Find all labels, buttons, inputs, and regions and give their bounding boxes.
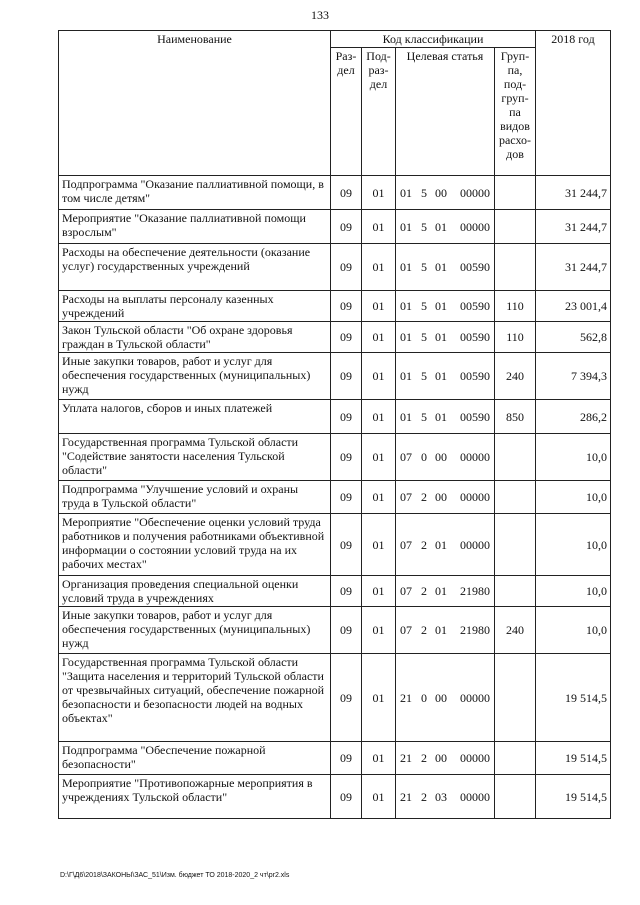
table-row xyxy=(59,210,611,244)
header-name: Наименование xyxy=(59,31,331,176)
row-section: 09 xyxy=(331,322,362,353)
article-part: 00590 xyxy=(460,369,490,383)
row-subsection: 01 xyxy=(362,244,396,291)
row-subsection: 01 xyxy=(362,291,396,322)
row-subsection: 01 xyxy=(362,322,396,353)
article-part: 03 xyxy=(435,789,447,804)
row-group: 240 xyxy=(495,607,536,654)
row-name: Расходы на обеспечение деятельности (оказание услуг) государственных учреждений xyxy=(59,244,331,291)
row-section: 09 xyxy=(331,742,362,775)
row-name: Иные закупки товаров, работ и услуг для обеспечения государственных (муниципальных) нужд xyxy=(59,353,331,400)
article-part: 01 xyxy=(400,185,412,200)
row-subsection: 01 xyxy=(362,434,396,481)
article-part: 00 xyxy=(435,751,447,765)
article-part: 00000 xyxy=(460,751,490,765)
row-group xyxy=(495,210,536,244)
row-section: 09 xyxy=(331,176,362,210)
row-target-article xyxy=(396,576,495,607)
row-name: Расходы на выплаты персоналу казенных учреждений xyxy=(59,291,331,322)
article-part: 01 xyxy=(435,330,447,344)
row-group xyxy=(495,244,536,291)
article-part: 00000 xyxy=(460,690,490,705)
article-part: 2 xyxy=(421,537,427,552)
budget-table xyxy=(58,30,611,819)
row-section: 09 xyxy=(331,291,362,322)
row-group: 240 xyxy=(495,353,536,400)
row-name: Закон Тульской области "Об охране здоровья граждан в Тульской области" xyxy=(59,322,331,353)
article-part: 00590 xyxy=(460,260,490,274)
article-part: 00 xyxy=(435,490,447,504)
row-group xyxy=(495,654,536,742)
row-name: Подпрограмма "Улучшение условий и охраны труда в Тульской области" xyxy=(59,481,331,514)
row-subsection: 01 xyxy=(362,607,396,654)
row-amount: 562,8 xyxy=(536,322,611,353)
table-row xyxy=(59,244,611,291)
article-part: 07 xyxy=(400,490,412,504)
row-group xyxy=(495,742,536,775)
article-part: 01 xyxy=(435,260,447,274)
table-row xyxy=(59,775,611,819)
article-part: 00590 xyxy=(460,299,490,313)
row-name: Мероприятие "Противопожарные мероприятия в учреждениях Тульской области" xyxy=(59,775,331,819)
row-target-article xyxy=(396,322,495,353)
row-subsection: 01 xyxy=(362,176,396,210)
article-part: 00000 xyxy=(460,185,490,200)
article-part: 21 xyxy=(400,690,412,705)
table-row xyxy=(59,607,611,654)
row-group: 110 xyxy=(495,291,536,322)
table-header xyxy=(59,31,611,176)
article-part: 01 xyxy=(400,330,412,344)
table-row xyxy=(59,481,611,514)
header-code: Код классификации xyxy=(331,31,536,48)
row-group xyxy=(495,434,536,481)
row-amount: 23 001,4 xyxy=(536,291,611,322)
article-part: 21 xyxy=(400,751,412,765)
article-part: 07 xyxy=(400,450,412,464)
table-row xyxy=(59,654,611,742)
row-subsection: 01 xyxy=(362,353,396,400)
row-section: 09 xyxy=(331,434,362,481)
row-name: Подпрограмма "Обеспечение пожарной безопасности" xyxy=(59,742,331,775)
table-row xyxy=(59,742,611,775)
row-section: 09 xyxy=(331,400,362,434)
row-group: 110 xyxy=(495,322,536,353)
article-part: 01 xyxy=(400,409,412,424)
row-amount: 31 244,7 xyxy=(536,210,611,244)
article-part: 00 xyxy=(435,450,447,464)
row-name: Государственная программа Тульской области "Защита населения и территорий Тульской области от чрезвычайных ситуаций, обеспечение пожарной безопасности и безопасности людей на водных объектах" xyxy=(59,654,331,742)
row-target-article xyxy=(396,742,495,775)
row-target-article xyxy=(396,654,495,742)
row-amount: 31 244,7 xyxy=(536,176,611,210)
row-section: 09 xyxy=(331,244,362,291)
row-section: 09 xyxy=(331,353,362,400)
row-name: Организация проведения специальной оценки условий труда в учреждениях xyxy=(59,576,331,607)
row-amount: 7 394,3 xyxy=(536,353,611,400)
header-year: 2018 год xyxy=(536,31,611,176)
article-part: 2 xyxy=(421,623,427,637)
article-part: 21980 xyxy=(460,623,490,637)
article-part: 00000 xyxy=(460,450,490,464)
row-amount: 10,0 xyxy=(536,607,611,654)
row-subsection: 01 xyxy=(362,210,396,244)
row-section: 09 xyxy=(331,775,362,819)
row-subsection: 01 xyxy=(362,400,396,434)
row-amount: 286,2 xyxy=(536,400,611,434)
row-amount: 19 514,5 xyxy=(536,775,611,819)
article-part: 00000 xyxy=(460,490,490,504)
row-subsection: 01 xyxy=(362,514,396,576)
row-name: Иные закупки товаров, работ и услуг для обеспечения государственных (муниципальных) нужд xyxy=(59,607,331,654)
article-part: 0 xyxy=(421,450,427,464)
article-part: 00000 xyxy=(460,537,490,552)
article-part: 00000 xyxy=(460,789,490,804)
row-group xyxy=(495,576,536,607)
row-name: Государственная программа Тульской области "Содействие занятости населения Тульской области" xyxy=(59,434,331,481)
header-article: Целевая статья xyxy=(396,48,495,176)
row-amount: 10,0 xyxy=(536,514,611,576)
row-group: 850 xyxy=(495,400,536,434)
article-part: 0 xyxy=(421,690,427,705)
table-row xyxy=(59,576,611,607)
article-part: 01 xyxy=(435,219,447,234)
article-part: 5 xyxy=(421,409,427,424)
row-group xyxy=(495,176,536,210)
row-section: 09 xyxy=(331,607,362,654)
row-target-article xyxy=(396,481,495,514)
row-name: Подпрограмма "Оказание паллиативной помощи, в том числе детям" xyxy=(59,176,331,210)
article-part: 2 xyxy=(421,789,427,804)
row-group xyxy=(495,775,536,819)
article-part: 5 xyxy=(421,299,427,313)
article-part: 2 xyxy=(421,751,427,765)
row-subsection: 01 xyxy=(362,742,396,775)
row-amount: 10,0 xyxy=(536,481,611,514)
article-part: 07 xyxy=(400,623,412,637)
article-part: 01 xyxy=(435,584,447,598)
row-target-article xyxy=(396,210,495,244)
article-part: 01 xyxy=(400,299,412,313)
row-name: Мероприятие "Обеспечение оценки условий труда работников и получения работниками объективной информации о состоянии условий труда на их рабочих местах" xyxy=(59,514,331,576)
row-amount: 31 244,7 xyxy=(536,244,611,291)
row-subsection: 01 xyxy=(362,576,396,607)
article-part: 5 xyxy=(421,260,427,274)
row-amount: 19 514,5 xyxy=(536,654,611,742)
article-part: 5 xyxy=(421,219,427,234)
page-number: 133 xyxy=(311,8,329,22)
article-part: 01 xyxy=(435,623,447,637)
row-target-article xyxy=(396,291,495,322)
row-section: 09 xyxy=(331,514,362,576)
row-target-article xyxy=(396,353,495,400)
article-part: 01 xyxy=(435,299,447,313)
article-part: 07 xyxy=(400,537,412,552)
header-group: Груп- па, под- груп- па видов расхо- дов xyxy=(495,48,536,176)
row-section: 09 xyxy=(331,210,362,244)
article-part: 07 xyxy=(400,584,412,598)
table-row xyxy=(59,176,611,210)
row-section: 09 xyxy=(331,576,362,607)
article-part: 00590 xyxy=(460,409,490,424)
row-target-article xyxy=(396,434,495,481)
table-row xyxy=(59,434,611,481)
row-target-article xyxy=(396,400,495,434)
article-part: 00590 xyxy=(460,330,490,344)
row-amount: 10,0 xyxy=(536,576,611,607)
article-part: 5 xyxy=(421,185,427,200)
article-part: 00 xyxy=(435,185,447,200)
row-target-article xyxy=(396,607,495,654)
article-part: 00 xyxy=(435,690,447,705)
row-subsection: 01 xyxy=(362,481,396,514)
article-part: 2 xyxy=(421,584,427,598)
article-part: 01 xyxy=(400,260,412,274)
article-part: 00000 xyxy=(460,219,490,234)
table-body xyxy=(59,176,611,819)
row-amount: 19 514,5 xyxy=(536,742,611,775)
article-part: 01 xyxy=(435,537,447,552)
article-part: 21980 xyxy=(460,584,490,598)
table-row xyxy=(59,322,611,353)
table-row xyxy=(59,400,611,434)
row-target-article xyxy=(396,244,495,291)
row-section: 09 xyxy=(331,654,362,742)
row-target-article xyxy=(396,176,495,210)
article-part: 01 xyxy=(435,369,447,383)
article-part: 21 xyxy=(400,789,412,804)
row-name: Уплата налогов, сборов и иных платежей xyxy=(59,400,331,434)
article-part: 01 xyxy=(400,219,412,234)
table-row xyxy=(59,291,611,322)
row-section: 09 xyxy=(331,481,362,514)
article-part: 01 xyxy=(400,369,412,383)
row-amount: 10,0 xyxy=(536,434,611,481)
article-part: 2 xyxy=(421,490,427,504)
row-subsection: 01 xyxy=(362,654,396,742)
header-section: Раз- дел xyxy=(331,48,362,176)
row-group xyxy=(495,514,536,576)
article-part: 01 xyxy=(435,409,447,424)
article-part: 5 xyxy=(421,330,427,344)
header-subsection: Под- раз- дел xyxy=(362,48,396,176)
table-row xyxy=(59,514,611,576)
footer-file-path: D:\Г\Д6\2018\ЗАКОНЫ\ЗАС_51\Изм. бюджет ТО 2018-2020_2 чт\pr2.xls xyxy=(60,872,290,879)
row-target-article xyxy=(396,514,495,576)
row-subsection: 01 xyxy=(362,775,396,819)
row-name: Мероприятие "Оказание паллиативной помощи взрослым" xyxy=(59,210,331,244)
row-target-article xyxy=(396,775,495,819)
row-group xyxy=(495,481,536,514)
article-part: 5 xyxy=(421,369,427,383)
table-row xyxy=(59,353,611,400)
